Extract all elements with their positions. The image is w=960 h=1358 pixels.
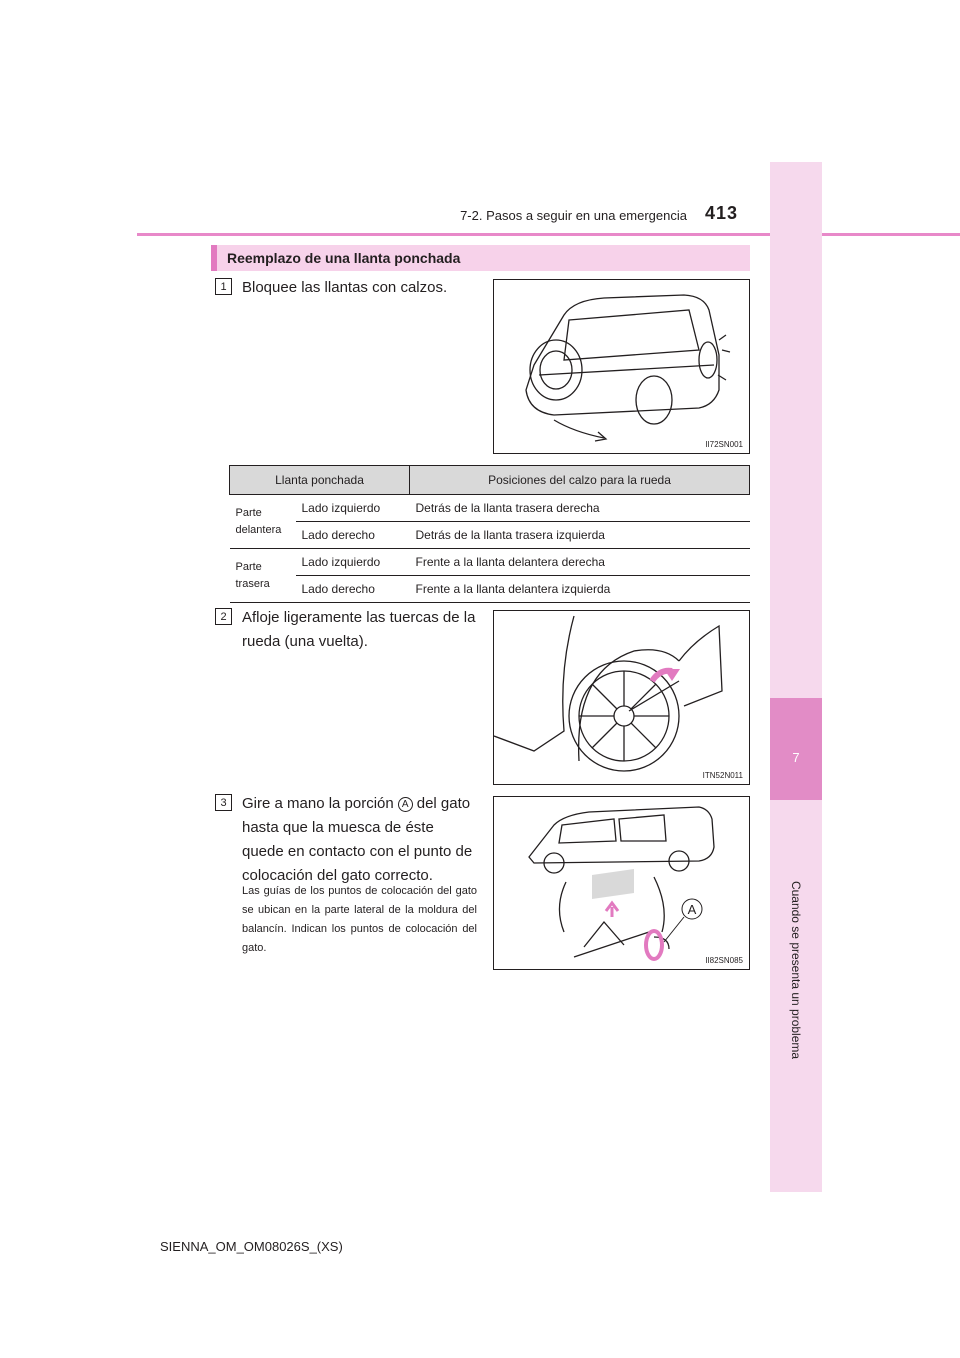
step-2-text [242, 606, 477, 654]
jack-illustration [494, 797, 750, 970]
step-3-line: quede en contacto con el punto de [242, 843, 473, 860]
step-1-text: Bloquee las llantas con calzos. [242, 279, 448, 296]
figure-2-code: ITN52N011 [702, 771, 743, 780]
section-title: Reemplazo de una llanta ponchada [227, 250, 461, 266]
step-3-line: colocación del gato correcto. [242, 867, 433, 884]
step-2-line: Afloje ligeramente las tuercas de la [242, 609, 476, 626]
table-group-front [230, 495, 296, 549]
step-3-line: del gato [416, 795, 471, 812]
group-label-line: delantera [235, 523, 282, 536]
header-rule [137, 233, 960, 236]
table-cell-position: Frente a la llanta delantera izquierda [410, 576, 750, 603]
table-group-rear [230, 549, 296, 603]
step-2-number: 2 [215, 608, 232, 625]
table-cell-side: Lado derecho [296, 576, 410, 603]
table-row [230, 522, 750, 549]
figure-1-code: II72SN001 [705, 440, 743, 449]
table-row [230, 576, 750, 603]
figure-label-a: A [687, 902, 697, 917]
step-3-note: Las guías de los puntos de colocación del gato se ubican en la parte lateral de la moldura del balancín. Indican los puntos de colocación del gato. [242, 885, 477, 954]
group-label-line: Parte [235, 506, 262, 519]
wheel-lug-wrench-illustration [494, 611, 750, 785]
table-header-flat-tire: Llanta ponchada [230, 466, 410, 495]
step-1-number: 1 [215, 278, 232, 295]
figure-3-code: II82SN085 [705, 956, 743, 965]
table-header-chock-position: Posiciones del calzo para la rueda [410, 466, 750, 495]
step-3-number: 3 [215, 794, 232, 811]
step-3-line: Gire a mano la porción [242, 795, 394, 812]
figure-loosen-nuts [493, 610, 750, 785]
step-2-line: rueda (una vuelta). [242, 633, 368, 650]
wheel-chock-table [229, 465, 750, 603]
chapter-number: 7 [792, 750, 800, 765]
table-cell-side: Lado derecho [296, 522, 410, 549]
figure-jack-position [493, 796, 750, 970]
step-3-line: hasta que la muesca de éste [242, 819, 434, 836]
table-cell-side: Lado izquierdo [296, 549, 410, 576]
table-row [230, 495, 750, 522]
table-cell-position: Detrás de la llanta trasera derecha [410, 495, 750, 522]
group-label-line: Parte [235, 560, 262, 573]
header-section-title: 7-2. Pasos a seguir en una emergencia [460, 208, 687, 223]
table-header-row [230, 466, 750, 495]
table-cell-side: Lado izquierdo [296, 495, 410, 522]
footer-doc-id: SIENNA_OM_OM08026S_(XS) [160, 1239, 343, 1254]
chapter-title: Cuando se presenta un problema [789, 880, 803, 1060]
minivan-front-illustration [494, 280, 750, 454]
marker-a-icon: A [398, 797, 413, 812]
section-title-bar [211, 245, 750, 271]
table-cell-position: Detrás de la llanta trasera izquierda [410, 522, 750, 549]
chapter-title-tab [752, 855, 840, 1085]
page-number: 413 [705, 203, 739, 223]
figure-wheel-chocks [493, 279, 750, 454]
group-label-line: trasera [235, 577, 270, 590]
table-row [230, 549, 750, 576]
step-3-text [242, 792, 477, 888]
chapter-number-tab [770, 698, 822, 800]
table-cell-position: Frente a la llanta delantera derecha [410, 549, 750, 576]
